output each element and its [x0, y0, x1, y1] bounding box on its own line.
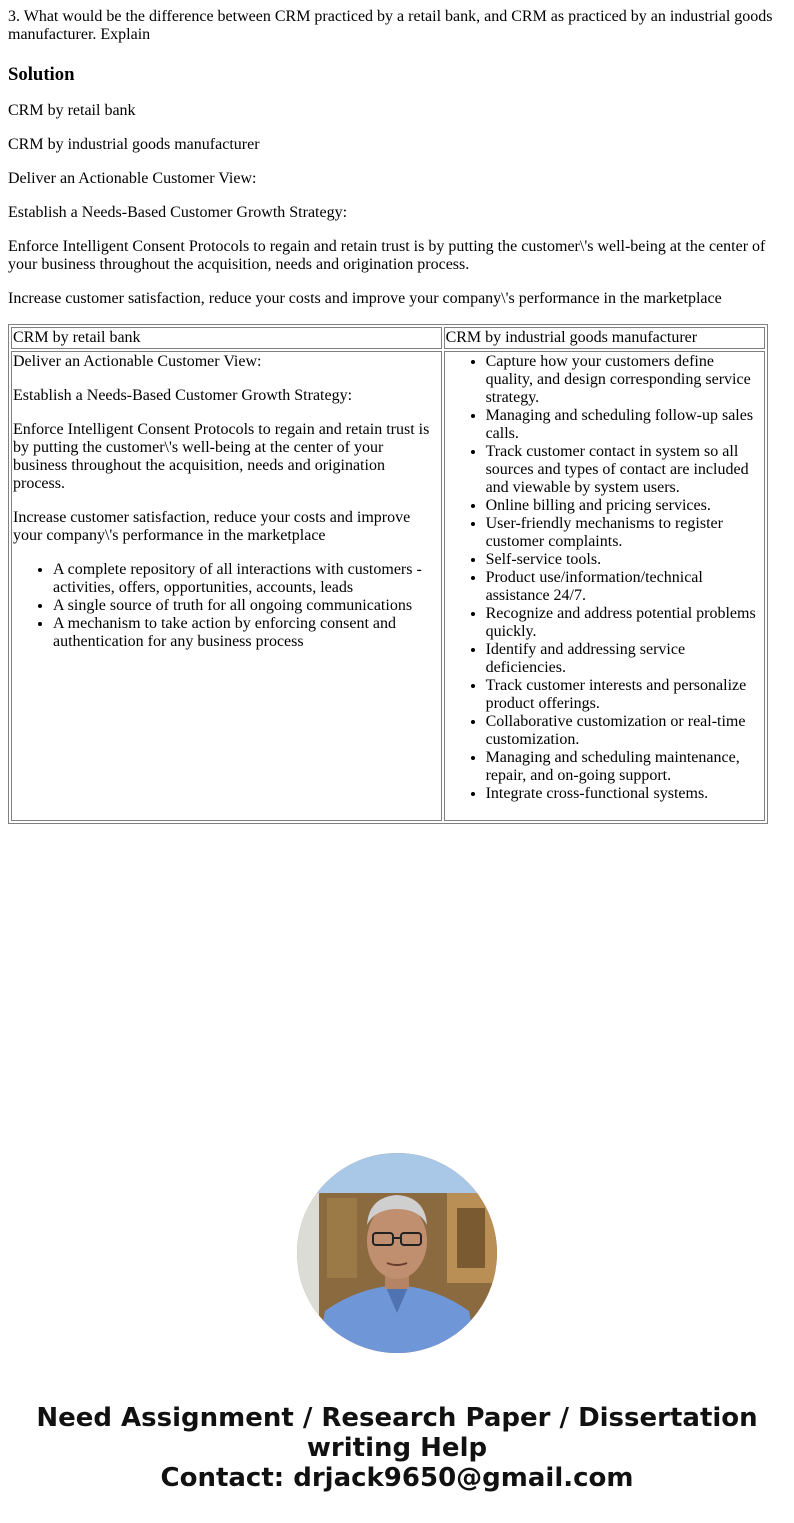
- retail-bank-cell: [11, 351, 442, 821]
- banner-line: Need Assignment / Research Paper / Dissertation: [36, 1403, 758, 1433]
- banner-contact-line: Contact: drjack9650@gmail.com: [160, 1463, 634, 1493]
- list-item: • Online billing and pricing services.: [486, 497, 763, 515]
- list-item: • Integrate cross-functional systems.: [486, 785, 763, 803]
- retail-paragraph: Deliver an Actionable Customer View:: [13, 353, 262, 370]
- list-item: • Collaborative customization or real-time customization.: [486, 713, 763, 749]
- author-portrait-image: [297, 1153, 497, 1353]
- author-avatar: [297, 1153, 497, 1353]
- list-item: • Self-service tools.: [486, 551, 763, 569]
- intro-paragraph: CRM by retail bank: [8, 102, 136, 119]
- list-item: • A mechanism to take action by enforcing consent and authentication for any business process: [53, 615, 440, 651]
- intro-paragraph: Establish a Needs-Based Customer Growth Strategy:: [8, 204, 348, 221]
- table-row: [11, 351, 765, 821]
- retail-paragraph: Increase customer satisfaction, reduce your costs and improve your company\'s performance in the marketplace: [13, 509, 411, 544]
- list-item: • Track customer interests and personalize product offerings.: [486, 677, 763, 713]
- intro-paragraph: Deliver an Actionable Customer View:: [8, 170, 257, 187]
- list-item: • A complete repository of all interactions with customers - activities, offers, opportunities, accounts, leads: [53, 561, 440, 597]
- list-item: • Managing and scheduling follow-up sales calls.: [486, 407, 763, 443]
- crm-comparison-table: [8, 324, 768, 824]
- list-item: • Track customer contact in system so all sources and types of contact are included and viewable by system users.: [486, 443, 763, 497]
- list-item: • A single source of truth for all ongoing communications: [53, 597, 440, 615]
- document-body: [8, 8, 786, 824]
- table-header-industrial: CRM by industrial goods manufacturer: [444, 327, 765, 349]
- banner-line: writing Help: [306, 1433, 488, 1463]
- contact-banner: [0, 1403, 794, 1493]
- list-item: • User-friendly mechanisms to register customer complaints.: [486, 515, 763, 551]
- table-header-row: [11, 327, 765, 349]
- question-text: 3. What would be the difference between CRM practiced by a retail bank, and CRM as practiced by an industrial goods manufacturer. Explain: [8, 8, 773, 43]
- industrial-manufacturer-cell: [444, 351, 765, 821]
- retail-paragraph: Enforce Intelligent Consent Protocols to regain and retain trust is by putting the customer\'s well-being at the center of your business throughout the acquisition, needs and origination process.: [13, 421, 430, 492]
- list-item: • Capture how your customers define quality, and design corresponding service strategy.: [486, 353, 763, 407]
- retail-bullet-list: [13, 561, 440, 651]
- list-item: • Product use/information/technical assistance 24/7.: [486, 569, 763, 605]
- retail-paragraph: Establish a Needs-Based Customer Growth Strategy:: [13, 387, 353, 404]
- solution-heading: Solution: [8, 64, 75, 85]
- intro-paragraph: Enforce Intelligent Consent Protocols to regain and retain trust is by putting the customer\'s well-being at the center of your business throughout the acquisition, needs and origination process.: [8, 238, 766, 273]
- list-item: • Managing and scheduling maintenance, repair, and on-going support.: [486, 749, 763, 785]
- table-header-retail: CRM by retail bank: [11, 327, 442, 349]
- intro-paragraph: Increase customer satisfaction, reduce your costs and improve your company\'s performance in the marketplace: [8, 290, 722, 307]
- intro-paragraph: CRM by industrial goods manufacturer: [8, 136, 260, 153]
- list-item: • Identify and addressing service deficiencies.: [486, 641, 763, 677]
- list-item: • Recognize and address potential problems quickly.: [486, 605, 763, 641]
- industrial-bullet-list: [446, 353, 763, 803]
